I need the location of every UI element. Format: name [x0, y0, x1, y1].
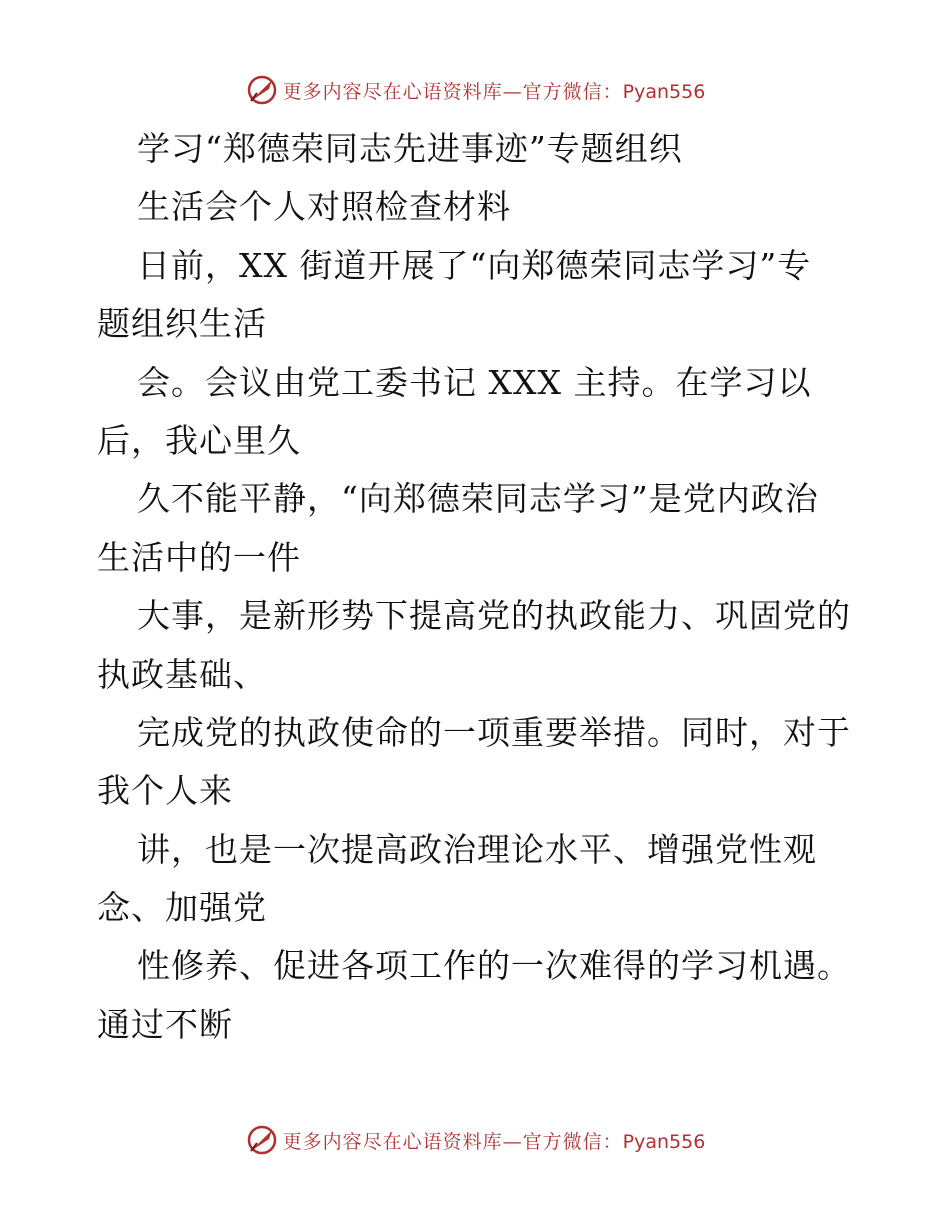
paragraph-line: 久不能平静，“向郑德荣同志学习”是党内政治 [137, 479, 819, 519]
paragraph-line: 生活中的一件 [97, 537, 301, 577]
paragraph-line: 讲，也是一次提高政治理论水平、增强党性观 [137, 829, 817, 869]
paragraph-line: 大事，是新形势下提高党的执政能力、巩固党的 [137, 596, 851, 636]
watermark-account: Pyan556 [622, 80, 706, 103]
paragraph-line: 念、加强党 [97, 888, 267, 928]
paragraph-line: 我个人来 [97, 771, 233, 811]
paragraph-line: 后，我心里久 [97, 420, 301, 460]
paragraph-line: 通过不断 [97, 1004, 233, 1044]
paragraph-line: 题组织生活 [97, 304, 267, 344]
document-title-line-2: 生活会个人对照检查材料 [137, 187, 511, 227]
header-watermark [0, 70, 950, 110]
paragraph-line: 日前，XX 街道开展了“向郑德荣同志学习”专 [137, 245, 812, 285]
footer-watermark [0, 1120, 950, 1160]
watermark-account: Pyan556 [622, 1130, 706, 1153]
paragraph-line: 执政基础、 [97, 654, 267, 694]
paragraph-line: 会。会议由党工委书记 XXX 主持。在学习以 [137, 362, 812, 402]
document-body [97, 120, 857, 1054]
quill-logo-icon [245, 73, 279, 107]
watermark-text: 更多内容尽在心语资料库—官方微信：Pyan556 [282, 1130, 706, 1153]
paragraph-line: 完成党的执政使命的一项重要举措。同时，对于 [137, 712, 851, 752]
quill-logo-icon [245, 1123, 279, 1157]
document-title-line-1: 学习“郑德荣同志先进事迹”专题组织 [137, 129, 683, 168]
paragraph-line: 性修养、促进各项工作的一次难得的学习机遇。 [137, 946, 851, 986]
watermark-text: 更多内容尽在心语资料库—官方微信：Pyan556 [282, 80, 706, 103]
